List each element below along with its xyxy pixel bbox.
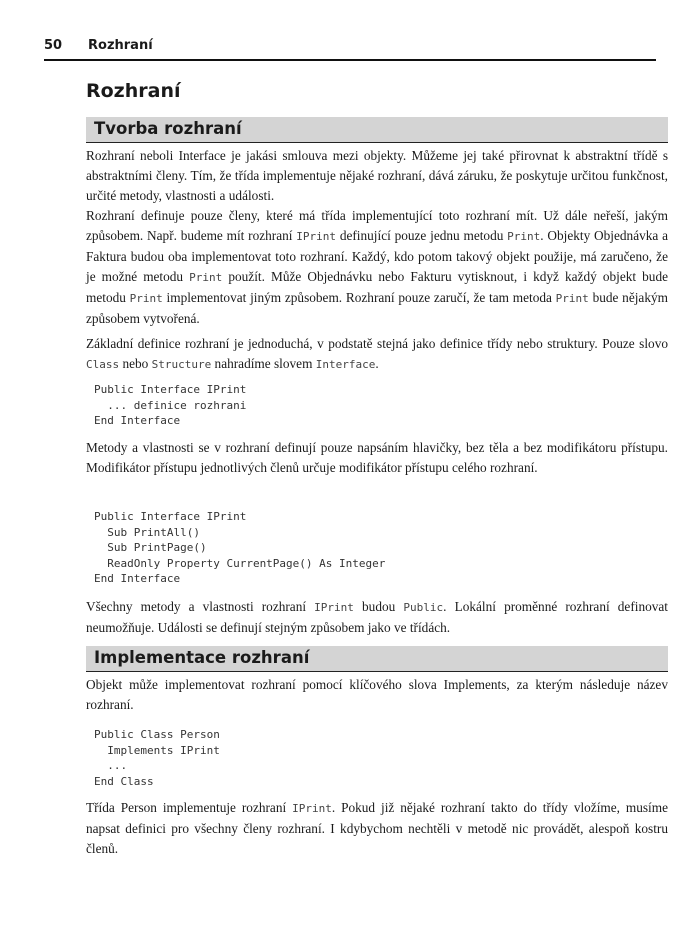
section-heading-tvorba: [86, 117, 668, 143]
code-block: Public Interface IPrint Sub PrintAll() Sub PrintPage() ReadOnly Property CurrentPage() As Integer End Interface: [94, 510, 386, 585]
inline-code: Class: [86, 358, 120, 371]
paragraph: Třída Person implementuje rozhraní IPrint. Pokud již nějaké rozhraní takto do třídy vložíme, musíme napsat definici pro všechny členy rozhraní. I kdybychom nechtěli v metodě nic provádět, alespoň kostru členů.: [86, 800, 668, 856]
inline-code: Print: [555, 292, 589, 305]
code-block: Public Interface IPrint ... definice rozhrani End Interface: [94, 383, 247, 427]
inline-code: Public: [403, 601, 444, 614]
page-header: [44, 37, 656, 61]
page-number: 50: [44, 38, 63, 53]
chapter-title: Rozhraní: [86, 80, 181, 102]
inline-code: Print: [189, 271, 223, 284]
inline-code: IPrint: [292, 802, 332, 815]
inline-code: IPrint: [296, 230, 337, 243]
paragraph: Základní definice rozhraní je jednoduchá, v podstatě stejná jako definice třídy nebo struktury. Pouze slovo Class nebo Structure nahradíme slovem Interface.: [86, 336, 668, 371]
paragraph: Rozhraní neboli Interface je jakási smlouva mezi objekty. Můžeme jej také přirovnat k abstraktní třídě s abstraktními členy. Tím, že třída implementuje nějaké rozhraní, dává záruku, že poskytuje určitou funkčnost, určité metody, vlastnosti a události.: [86, 148, 668, 203]
section-heading-text: Implementace rozhraní: [94, 648, 310, 667]
inline-code: Print: [129, 292, 163, 305]
running-title: Rozhraní: [88, 38, 153, 53]
inline-code: IPrint: [314, 601, 354, 614]
inline-code: Structure: [151, 358, 212, 371]
inline-code: Print: [507, 230, 541, 243]
paragraph: Všechny metody a vlastnosti rozhraní IPrint budou Public. Lokální proměnné rozhraní definovat neumožňuje. Události se definují stejným způsobem jako ve třídách.: [86, 599, 668, 635]
header-rule: [44, 59, 656, 61]
code-block: Public Class Person Implements IPrint ... End Class: [94, 728, 220, 788]
paragraph: Objekt může implementovat rozhraní pomocí klíčového slova Implements, za kterým následuje název rozhraní.: [86, 677, 668, 712]
inline-code: Interface: [315, 358, 376, 371]
section-heading-implementace: [86, 646, 668, 672]
paragraph: Metody a vlastnosti se v rozhraní definují pouze napsáním hlavičky, bez těla a bez modifikátoru přístupu. Modifikátor přístupu jednotlivých členů určuje modifikátor přístupu celého rozhraní.: [86, 440, 668, 475]
paragraph: Rozhraní definuje pouze členy, které má třída implementující toto rozhraní mít. Už dále neřeší, jakým způsobem. Např. budeme mít rozhraní IPrint definující pouze jednu metodu Print. Objekty Objednávka a Faktura budou oba implementovat toto rozhraní. Každý, kdo potom takový objekt použije, má zaručeno, že je možné metodu Print použít. Může Objednávku nebo Fakturu vytisknout, i když každý objekt bude metodu Print implementovat jiným způsobem. Rozhraní pouze zaručí, že tam metoda Print bude nějakým způsobem vytvořená.: [86, 208, 669, 326]
section-heading-text: Tvorba rozhraní: [94, 119, 242, 138]
